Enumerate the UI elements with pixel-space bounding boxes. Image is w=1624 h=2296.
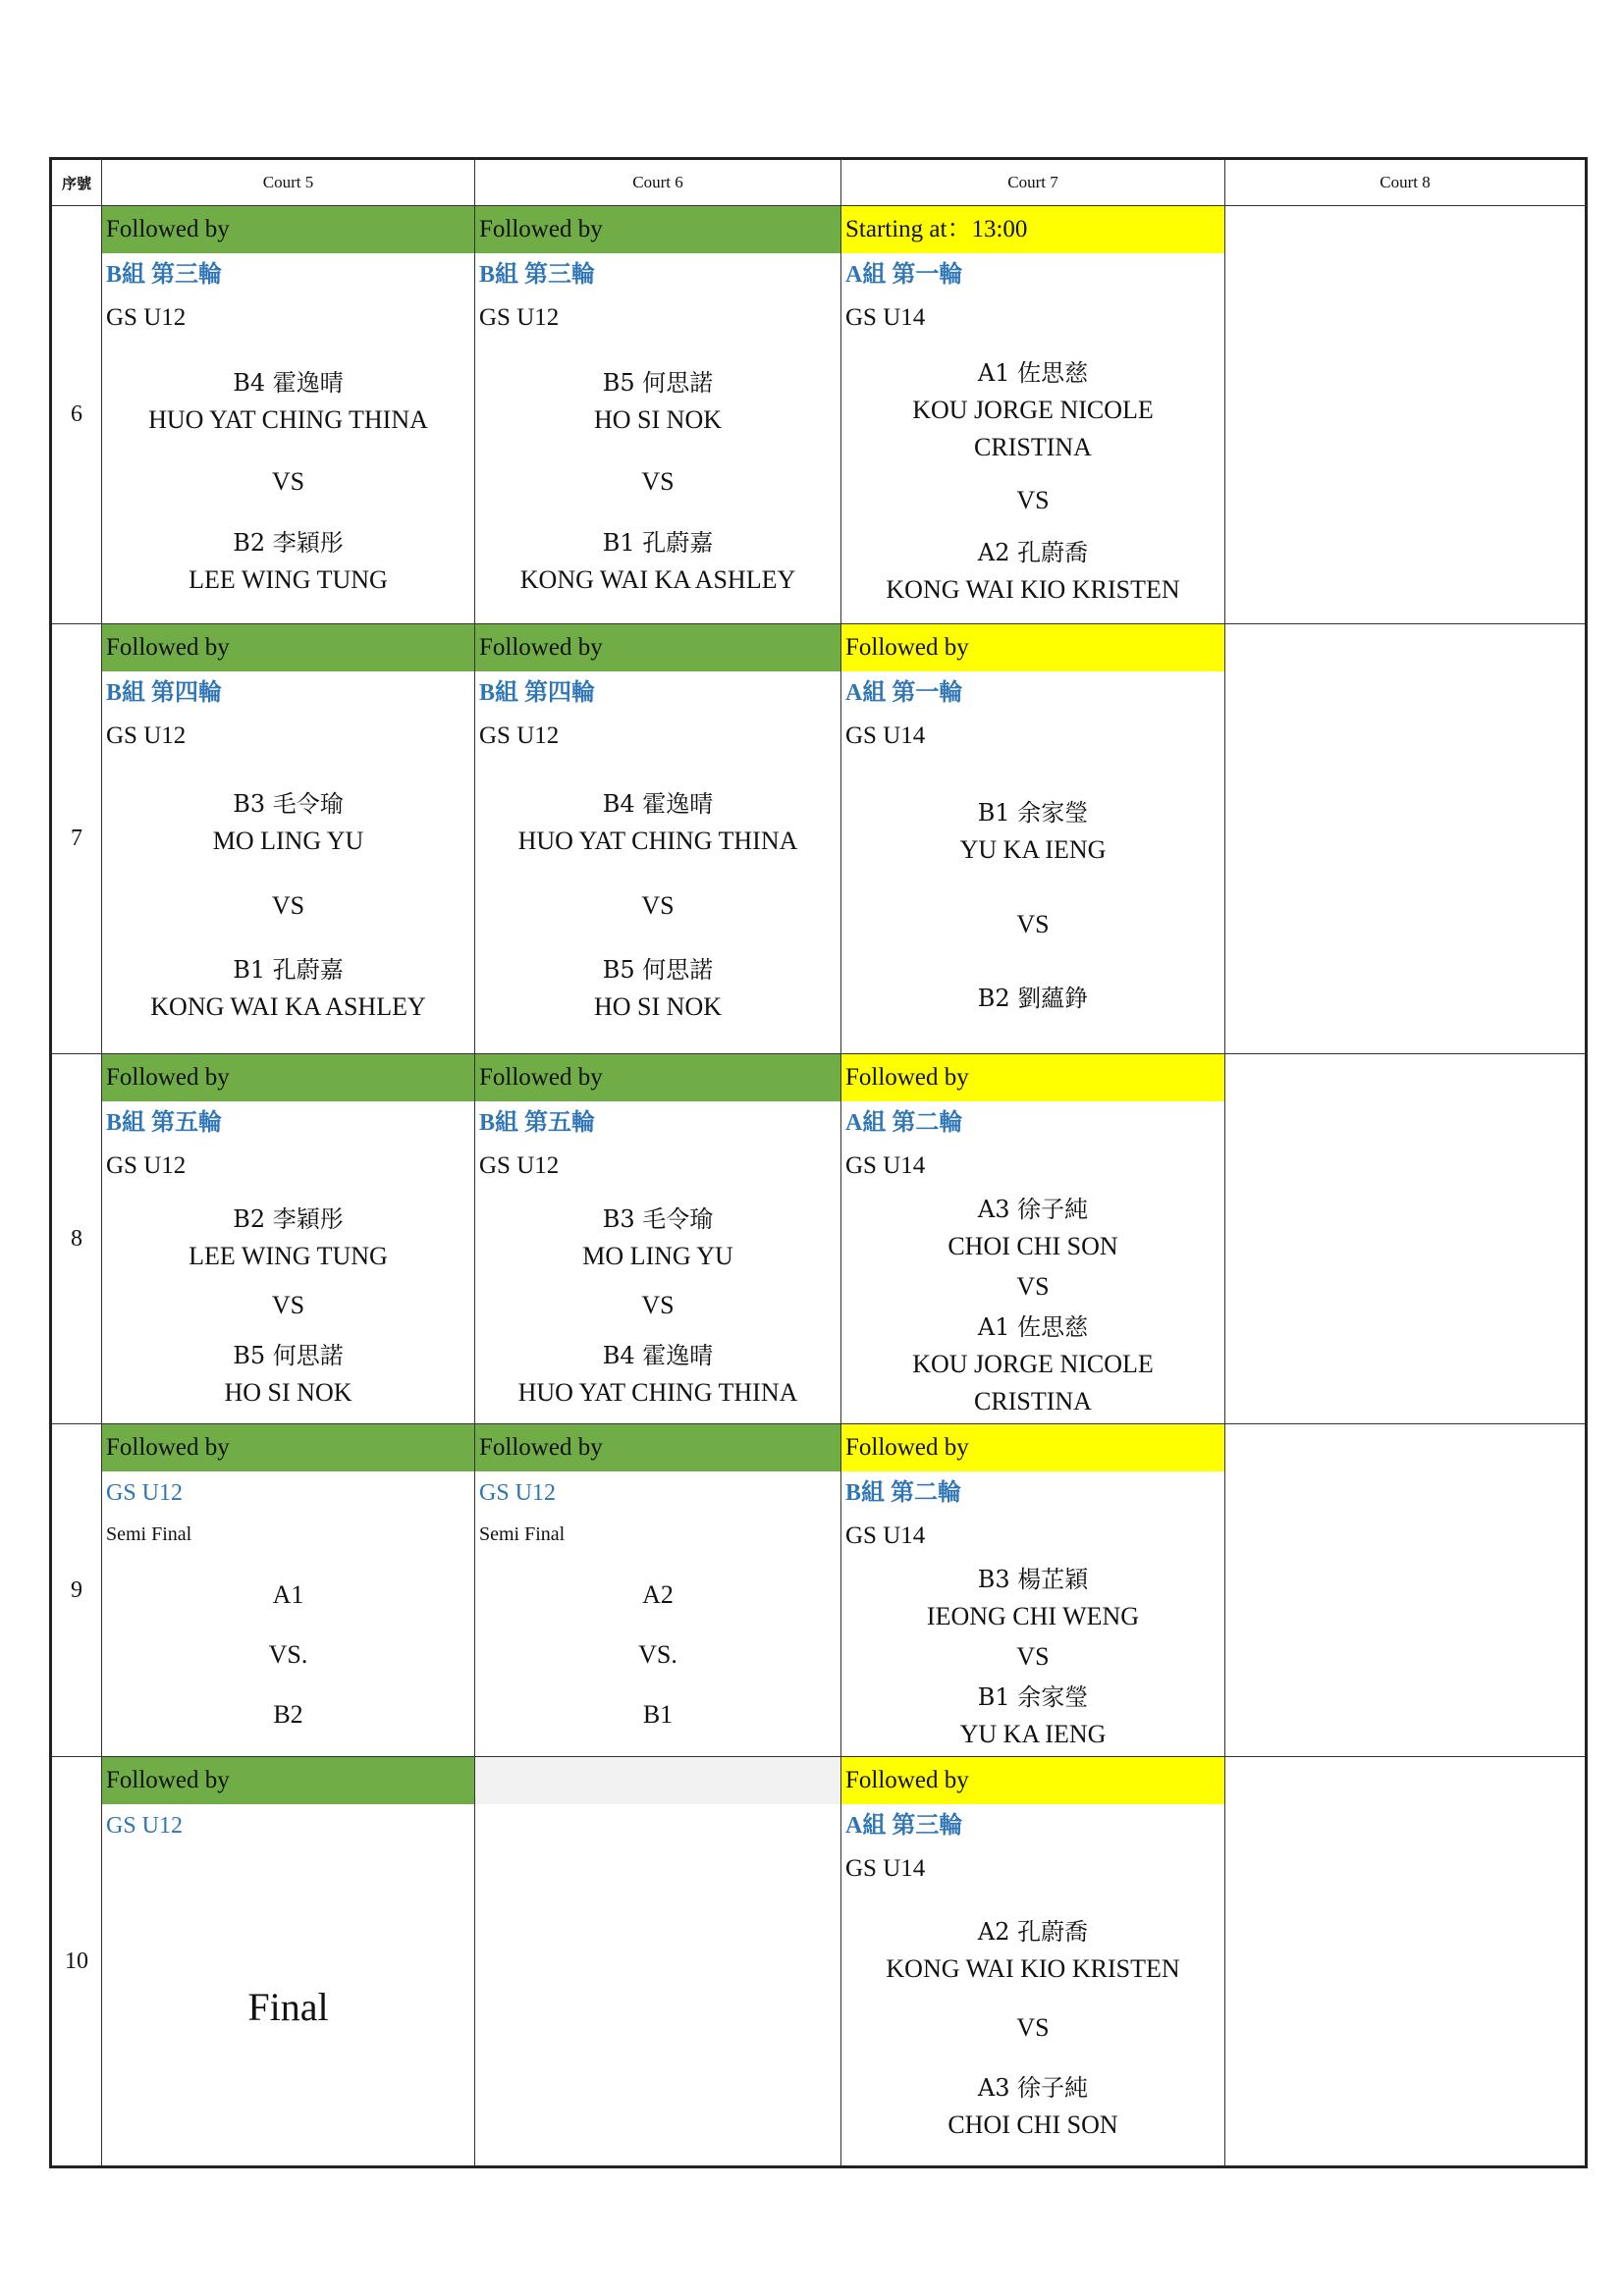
player-name-line: CRISTINA (974, 1387, 1092, 1415)
match-division-label: GS U12 (479, 722, 560, 749)
player-name-line: CRISTINA (974, 433, 1092, 462)
player-name-line: KOU JORGE NICOLE (912, 396, 1154, 425)
match-card (841, 206, 1224, 623)
match-body (102, 1847, 474, 2165)
schedule-table (49, 157, 1588, 2168)
match-division-label: GS U12 (106, 1152, 187, 1179)
player-one (518, 785, 798, 860)
match-division-label: GS U14 (845, 1855, 926, 1882)
match-cell (475, 1054, 841, 1424)
player-name-line: B4 霍逸晴 (602, 789, 714, 818)
player-name-line: B5 何思諾 (602, 956, 714, 985)
player-name-line: CHOI CHI SON (947, 1232, 1118, 1260)
match-card (102, 1424, 474, 1756)
schedule-body (51, 206, 1587, 2167)
match-group-label: B組 第五輪 (479, 1110, 596, 1136)
player-name-line: A2 (642, 1580, 674, 1609)
match-cell (475, 206, 841, 624)
match-cell (475, 624, 841, 1054)
player-name-line: HO SI NOK (224, 1377, 352, 1407)
player-name-line: B3 毛令瑜 (233, 789, 344, 818)
player-name-line: B1 余家瑩 (977, 799, 1089, 828)
player-name-line: B2 劉蘊錚 (977, 984, 1089, 1012)
player-name-line: B2 李穎彤 (233, 1204, 344, 1233)
player-one (582, 1201, 733, 1275)
player-one (947, 1191, 1117, 1265)
player-name-line: B2 李穎彤 (233, 529, 344, 558)
player-name-line: A3 徐子純 (977, 2073, 1089, 2102)
match-body (102, 1554, 474, 1756)
player-name-line: LEE WING TUNG (189, 1241, 388, 1270)
player-name-line: A2 孔蔚喬 (977, 1917, 1089, 1946)
final-label: Final (247, 1984, 329, 2029)
player-one (960, 794, 1107, 869)
match-card (475, 1424, 840, 1756)
match-cell (102, 206, 475, 624)
match-card (102, 624, 474, 1053)
match-group-label: GS U12 (479, 1480, 557, 1506)
match-cell (475, 1757, 841, 2167)
versus-label: VS (641, 466, 675, 496)
versus-label: VS. (268, 1640, 308, 1669)
player-name-line: B1 孔蔚嘉 (602, 529, 714, 558)
player-name-line: HUO YAT CHING THINA (517, 1377, 798, 1407)
match-cell (841, 206, 1225, 624)
player-name-line: MO LING YU (582, 1241, 733, 1270)
match-status-header: Followed by (475, 1424, 840, 1471)
match-division-label: GS U14 (845, 722, 926, 749)
court-8-empty-cell (1225, 624, 1587, 1054)
player-two (225, 1337, 352, 1412)
match-status-header: Followed by (102, 624, 474, 671)
match-card (475, 624, 840, 1053)
court-8-empty-cell (1225, 1757, 1587, 2167)
match-group-label: B組 第二輪 (845, 1480, 962, 1506)
match-card (102, 1757, 474, 2165)
match-division-label: GS U12 (479, 1152, 560, 1179)
match-status-header (475, 1757, 840, 1804)
match-group-label: A組 第二輪 (845, 1110, 963, 1136)
match-group-label: B組 第三輪 (479, 262, 596, 288)
match-group-label: B組 第四輪 (479, 680, 596, 706)
player-name-line: YU KA IENG (959, 835, 1107, 865)
table-row (51, 1054, 1587, 1424)
match-status-header: Followed by (102, 1054, 474, 1101)
table-row (51, 1424, 1587, 1757)
versus-label: VS (641, 1291, 675, 1319)
match-body (475, 758, 840, 1053)
player-one (213, 785, 364, 860)
match-cell (102, 1757, 475, 2167)
match-body (475, 340, 840, 623)
match-cell (841, 1424, 1225, 1757)
match-status-header: Followed by (841, 1424, 1224, 1471)
court-8-empty-cell (1225, 206, 1587, 624)
match-body (475, 1554, 840, 1756)
row-number: 6 (51, 206, 102, 624)
player-two (960, 1679, 1107, 1753)
player-two (273, 1696, 302, 1734)
match-card (841, 1054, 1224, 1423)
match-group-label: A組 第一輪 (845, 262, 963, 288)
player-name-line: B3 毛令瑜 (602, 1204, 714, 1233)
player-name-line: B1 (642, 1700, 674, 1729)
player-two (978, 980, 1089, 1017)
player-name-line: KONG WAI KIO KRISTEN (886, 1953, 1180, 1983)
index-column-header: 序號 (51, 159, 102, 206)
match-cell (841, 1757, 1225, 2167)
versus-label: VS (1016, 485, 1050, 514)
match-cell (841, 624, 1225, 1054)
match-status-header: Followed by (475, 206, 840, 253)
match-division-label: GS U14 (845, 1522, 926, 1549)
match-status-header: Starting at：13:00 (841, 206, 1224, 253)
match-group-label: A組 第一輪 (845, 680, 963, 706)
match-card (841, 1424, 1224, 1756)
versus-label: VS (1016, 1642, 1050, 1671)
player-one (189, 1201, 388, 1275)
match-division-label: GS U14 (845, 1152, 926, 1179)
match-division-label: GS U12 (106, 722, 187, 749)
court-8-empty-cell (1225, 1424, 1587, 1757)
match-body (102, 340, 474, 623)
player-name-line: KONG WAI KA ASHLEY (519, 565, 796, 595)
match-cell (475, 1424, 841, 1757)
row-number: 9 (51, 1424, 102, 1757)
versus-label: VS (1016, 1272, 1050, 1301)
versus-label: VS (271, 466, 305, 496)
player-name-line: MO LING YU (212, 826, 364, 855)
player-name-line: B1 余家瑩 (977, 1683, 1089, 1711)
player-one (912, 354, 1154, 466)
match-cell (102, 1424, 475, 1757)
table-row (51, 624, 1587, 1054)
table-row (51, 1757, 1587, 2167)
match-stage-label: Semi Final (479, 1523, 566, 1545)
match-cell (841, 1054, 1225, 1424)
player-name-line: B1 孔蔚嘉 (233, 956, 344, 985)
match-status-header: Followed by (841, 1054, 1224, 1101)
player-name-line: A1 (272, 1580, 304, 1609)
player-name-line: B3 楊芷穎 (977, 1566, 1089, 1593)
versus-label: VS (271, 1291, 305, 1319)
player-name-line: B4 霍逸晴 (233, 368, 344, 397)
player-name-line: A3 徐子純 (977, 1196, 1089, 1223)
match-group-label: B組 第五輪 (106, 1110, 223, 1136)
match-card (475, 1757, 840, 2165)
player-two (643, 1696, 673, 1734)
player-name-line: IEONG CHI WENG (926, 1602, 1140, 1630)
row-number: 7 (51, 624, 102, 1054)
match-status-header: Followed by (475, 624, 840, 671)
match-stage-label: Semi Final (106, 1523, 192, 1545)
match-body (841, 758, 1224, 1053)
player-name-line: A1 佐思慈 (977, 1313, 1089, 1341)
table-row (51, 206, 1587, 624)
versus-label: VS (641, 890, 675, 920)
row-number: 10 (51, 1757, 102, 2167)
player-one (148, 364, 428, 439)
player-name-line: KONG WAI KIO KRISTEN (886, 574, 1180, 604)
player-name-line: KONG WAI KA ASHLEY (150, 992, 426, 1022)
player-one (927, 1561, 1139, 1635)
versus-label: VS. (638, 1640, 677, 1669)
player-name-line: A1 佐思慈 (977, 359, 1089, 388)
match-status-header: Followed by (841, 1757, 1224, 1804)
match-card (475, 1054, 840, 1423)
player-one (594, 364, 722, 439)
player-two (886, 534, 1179, 609)
match-card (475, 206, 840, 623)
match-card (841, 1757, 1224, 2165)
player-name-line: A2 孔蔚喬 (977, 538, 1089, 566)
player-name-line: B2 (273, 1700, 303, 1729)
match-group-label: B組 第三輪 (106, 262, 223, 288)
match-group-label: B組 第四輪 (106, 680, 223, 706)
court-7-header: Court 7 (841, 159, 1225, 206)
player-name-line: HO SI NOK (594, 992, 722, 1022)
match-body (841, 1558, 1224, 1756)
match-group-label: GS U12 (106, 1480, 184, 1506)
match-card (102, 206, 474, 623)
player-name-line: YU KA IENG (959, 1720, 1107, 1748)
match-body (841, 1891, 1224, 2165)
court-6-header: Court 6 (475, 159, 841, 206)
match-card (102, 1054, 474, 1423)
match-status-header: Followed by (841, 624, 1224, 671)
player-two (150, 951, 425, 1026)
match-division-label: GS U12 (106, 304, 187, 331)
player-name-line: B5 何思諾 (602, 368, 714, 397)
match-body (841, 340, 1224, 623)
match-body (102, 1188, 474, 1423)
match-status-header: Followed by (102, 206, 474, 253)
player-name-line: HUO YAT CHING THINA (148, 404, 428, 434)
player-two (947, 2069, 1117, 2144)
match-body (475, 1188, 840, 1423)
match-cell (102, 1054, 475, 1424)
match-division-label: GS U14 (845, 304, 926, 331)
player-name-line: HUO YAT CHING THINA (517, 826, 798, 855)
player-name-line: B5 何思諾 (233, 1341, 344, 1369)
player-one (886, 1913, 1179, 1988)
player-name-line: HO SI NOK (594, 404, 722, 434)
player-name-line: CHOI CHI SON (947, 2109, 1118, 2139)
player-two (189, 524, 388, 599)
court-5-header: Court 5 (102, 159, 475, 206)
row-number: 8 (51, 1054, 102, 1424)
match-division-label: GS U12 (479, 304, 560, 331)
court-8-empty-cell (1225, 1054, 1587, 1424)
match-group-label: A組 第三輪 (845, 1813, 963, 1839)
versus-label: VS (271, 890, 305, 920)
match-card (841, 624, 1224, 1053)
match-cell (102, 624, 475, 1054)
match-body (841, 1188, 1224, 1423)
match-group-label: GS U12 (106, 1813, 184, 1839)
player-two (912, 1308, 1154, 1420)
player-name-line: LEE WING TUNG (189, 565, 388, 595)
player-one (642, 1576, 674, 1614)
court-8-header: Court 8 (1225, 159, 1587, 206)
versus-label: VS (1016, 909, 1050, 938)
header-row (51, 159, 1587, 206)
match-status-header: Followed by (475, 1054, 840, 1101)
player-name-line: KOU JORGE NICOLE (912, 1350, 1154, 1378)
player-one (273, 1576, 304, 1614)
player-two (518, 1337, 798, 1412)
player-two (520, 524, 795, 599)
player-two (594, 951, 722, 1026)
player-name-line: B4 霍逸晴 (602, 1341, 714, 1369)
match-body (102, 758, 474, 1053)
match-status-header: Followed by (102, 1757, 474, 1804)
match-status-header: Followed by (102, 1424, 474, 1471)
versus-label: VS (1016, 2013, 1050, 2042)
